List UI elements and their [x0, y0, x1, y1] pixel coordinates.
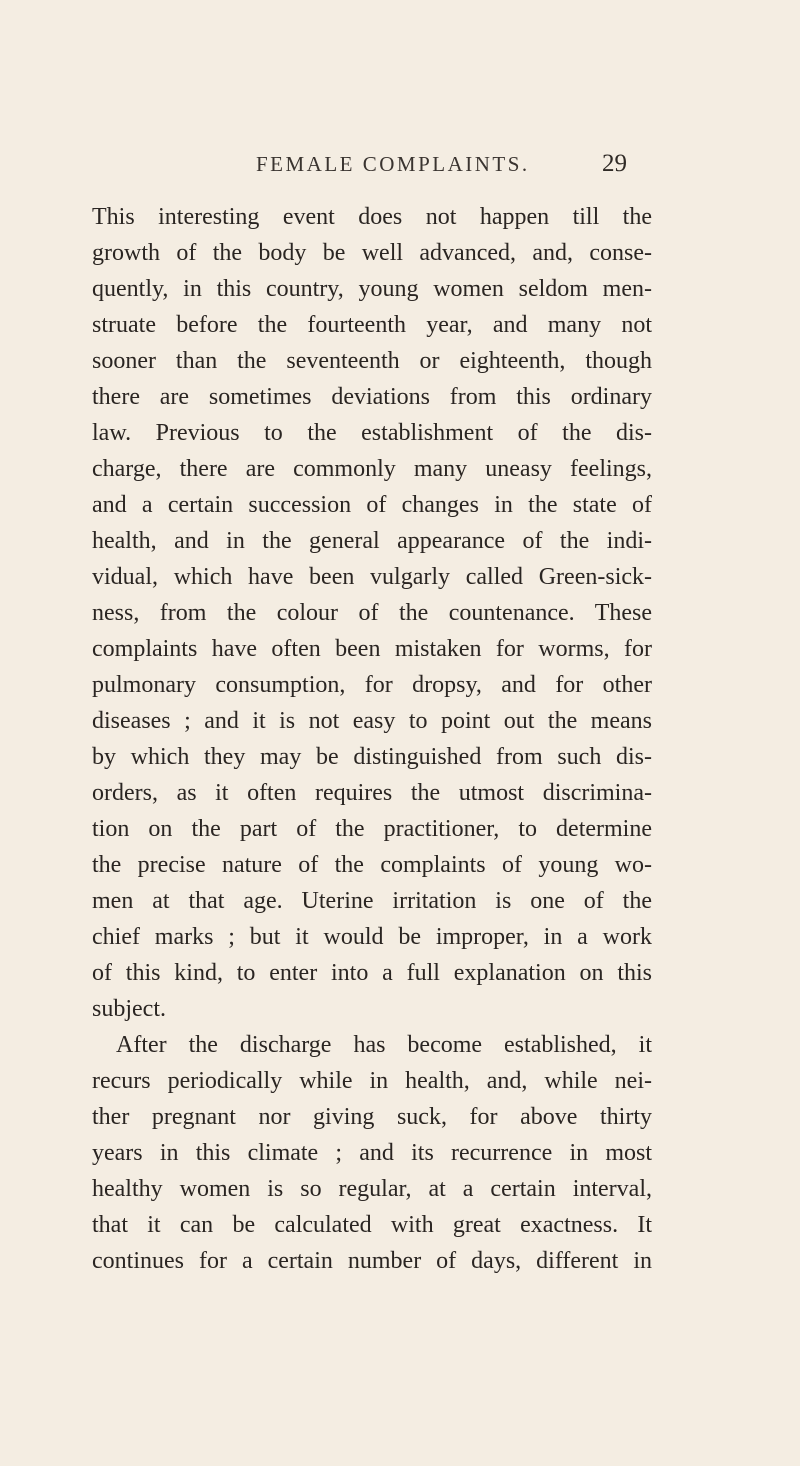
- text-line: subject.: [92, 996, 166, 1022]
- text-line: the precise nature of the complaints of young wo-: [92, 852, 652, 878]
- text-line: and a certain succession of changes in the state of: [92, 492, 652, 518]
- text-line: healthy women is so regular, at a certain interval,: [92, 1176, 652, 1202]
- body-text: [92, 199, 652, 1279]
- text-line: pulmonary consumption, for dropsy, and for other: [92, 672, 652, 698]
- text-line: complaints have often been mistaken for worms, for: [92, 636, 652, 662]
- running-head: FEMALE COMPLAINTS.: [256, 152, 530, 176]
- text-line: recurs periodically while in health, and, while nei-: [92, 1068, 652, 1094]
- text-line: there are sometimes deviations from this ordinary: [92, 384, 652, 410]
- text-line: health, and in the general appearance of the indi-: [92, 528, 652, 554]
- page-header: [0, 150, 800, 190]
- text-line: struate before the fourteenth year, and many not: [92, 312, 652, 338]
- text-line: growth of the body be well advanced, and, conse-: [92, 240, 652, 266]
- text-line: years in this climate ; and its recurrence in most: [92, 1140, 652, 1166]
- text-line: ther pregnant nor giving suck, for above thirty: [92, 1104, 652, 1130]
- text-line: ness, from the colour of the countenance. These: [92, 600, 652, 626]
- paragraph-start-line: After the discharge has become established, it: [116, 1032, 652, 1058]
- text-line: that it can be calculated with great exactness. It: [92, 1212, 652, 1238]
- text-line: by which they may be distinguished from such dis-: [92, 744, 652, 770]
- text-line: charge, there are commonly many uneasy feelings,: [92, 456, 652, 482]
- text-line: quently, in this country, young women seldom men-: [92, 276, 652, 302]
- text-line: This interesting event does not happen till the: [92, 204, 652, 230]
- text-line: orders, as it often requires the utmost discrimina-: [92, 780, 652, 806]
- text-line: tion on the part of the practitioner, to determine: [92, 816, 652, 842]
- text-line: vidual, which have been vulgarly called Green-sick-: [92, 564, 652, 590]
- text-line: men at that age. Uterine irritation is one of the: [92, 888, 652, 914]
- text-line: law. Previous to the establishment of the dis-: [92, 420, 652, 446]
- text-line: continues for a certain number of days, different in: [92, 1248, 652, 1274]
- text-line: of this kind, to enter into a full explanation on this: [92, 960, 652, 986]
- page-number: 29: [602, 150, 627, 177]
- text-line: diseases ; and it is not easy to point out the means: [92, 708, 652, 734]
- text-line: sooner than the seventeenth or eighteenth, though: [92, 348, 652, 374]
- text-line: chief marks ; but it would be improper, in a work: [92, 924, 652, 950]
